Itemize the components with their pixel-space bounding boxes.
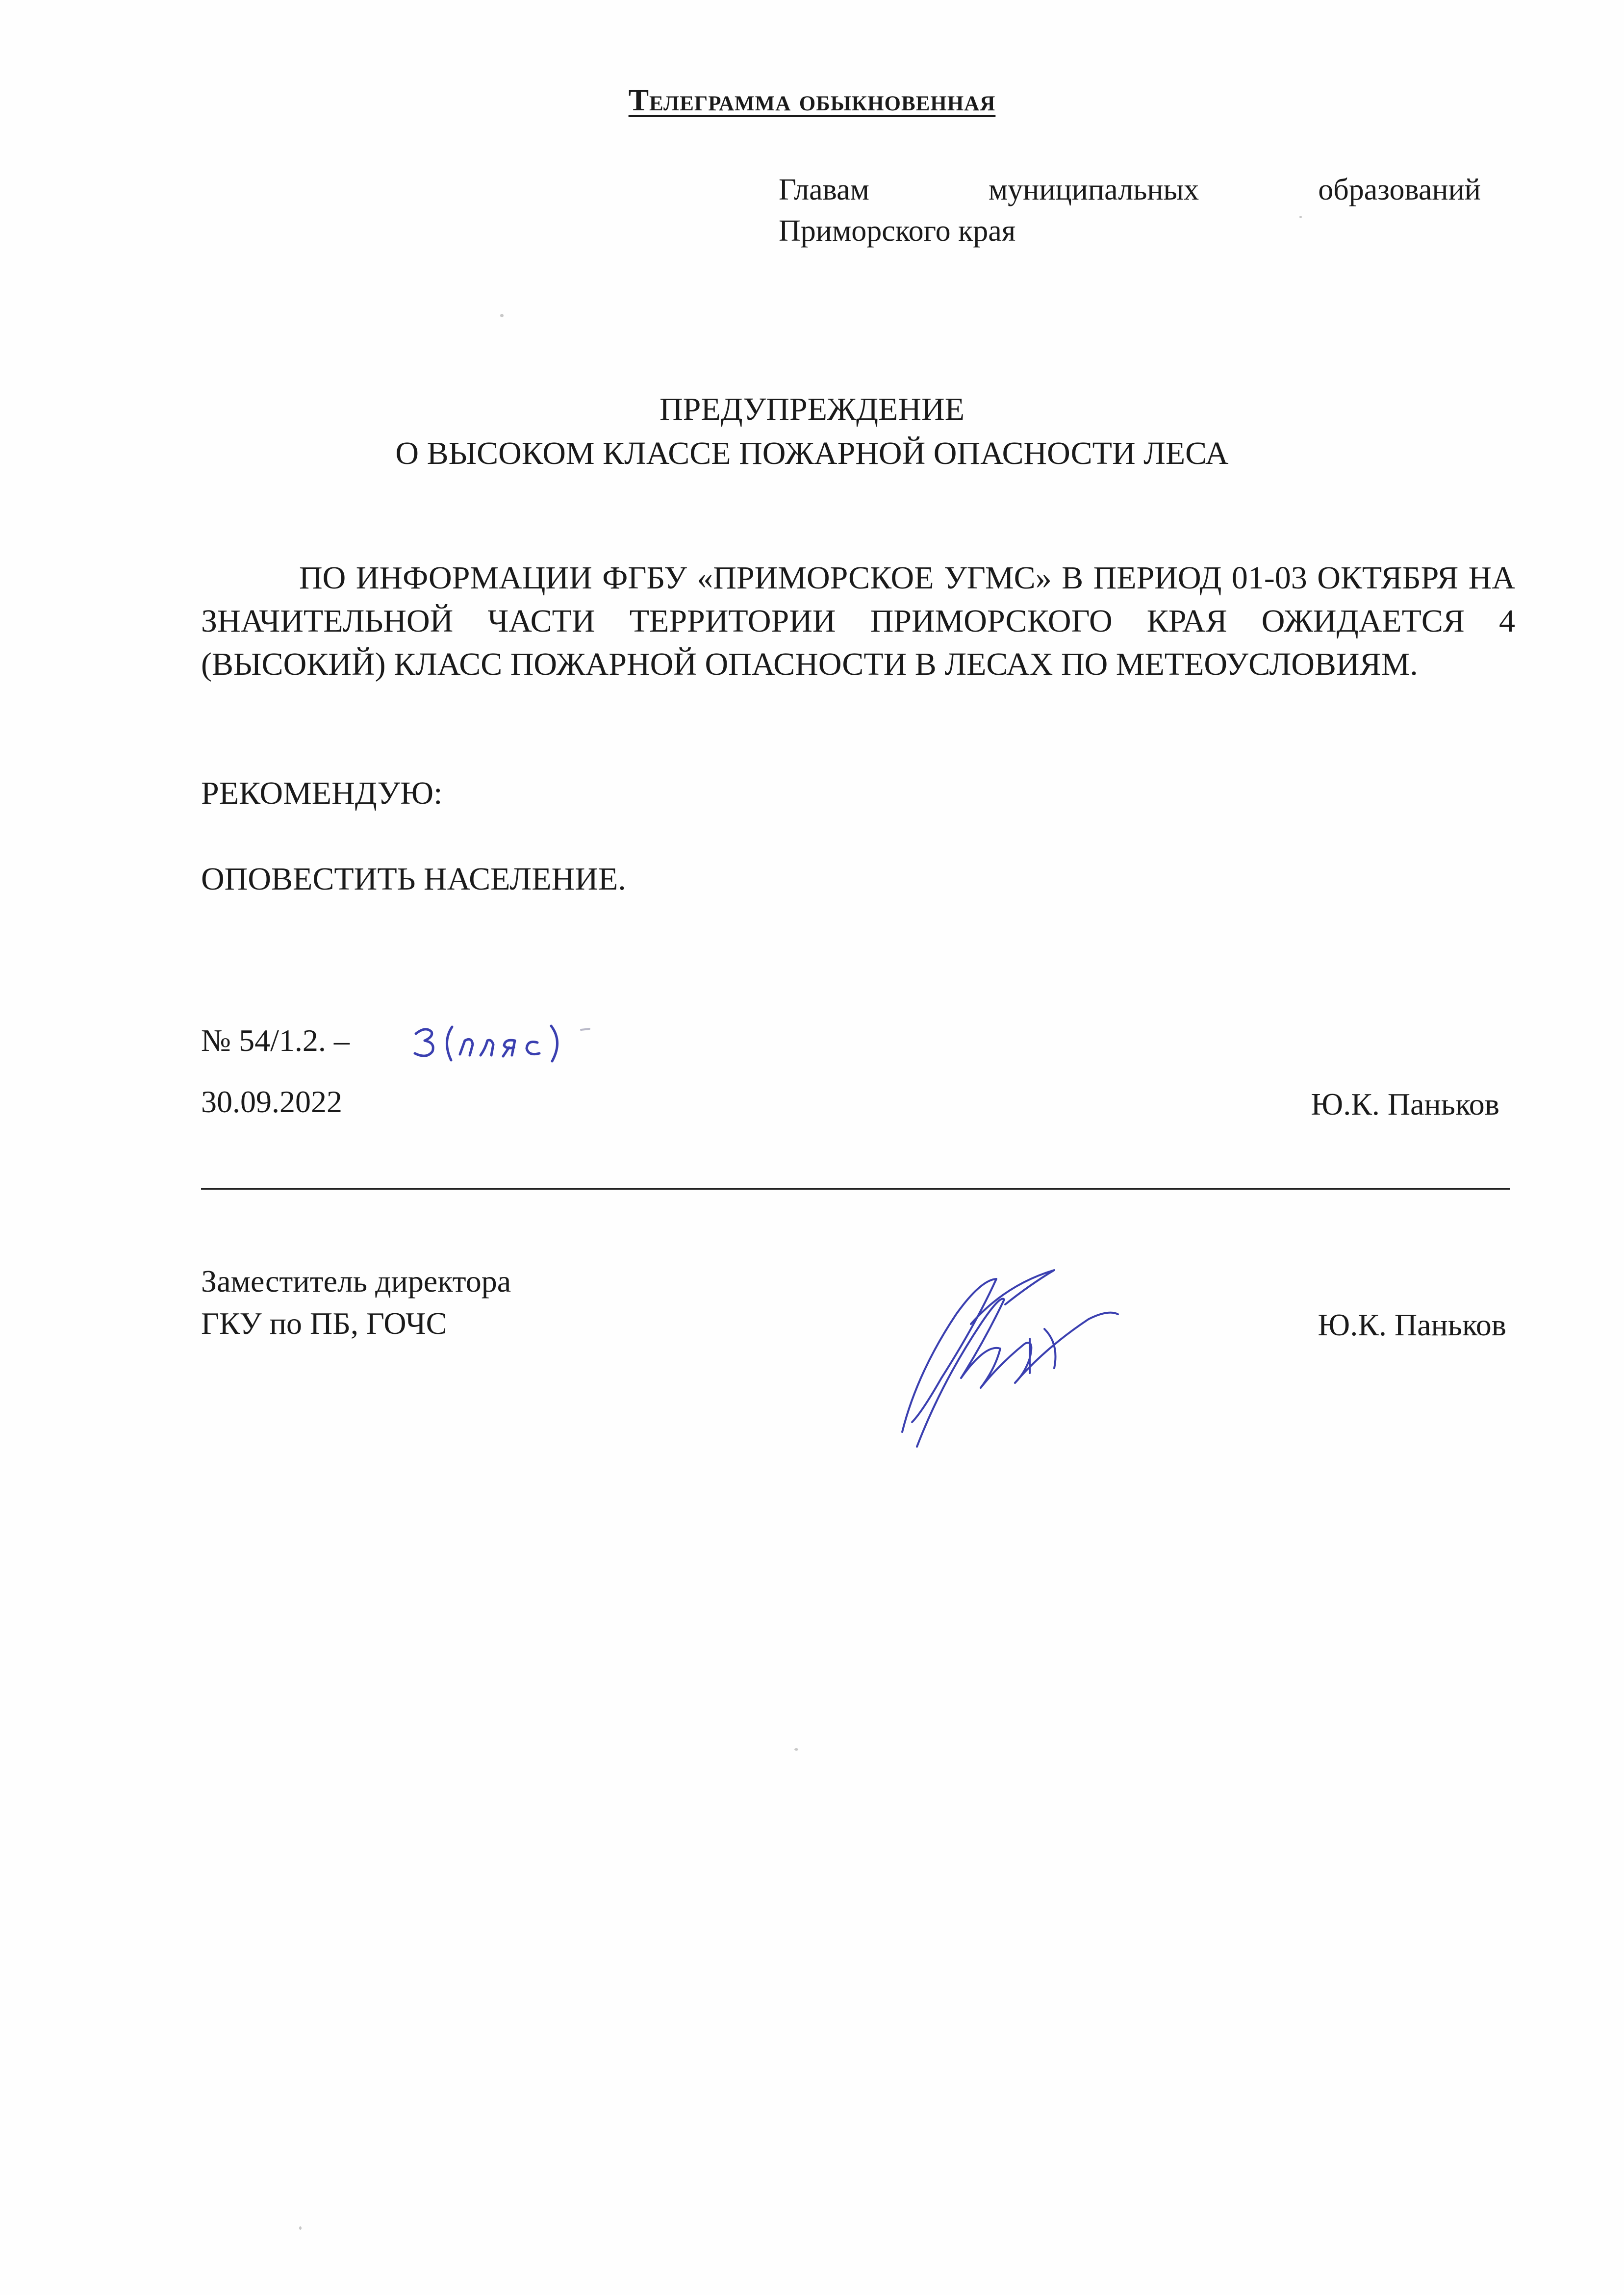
warning-paragraph: ПО ИНФОРМАЦИИ ФГБУ «ПРИМОРСКОЕ УГМС» В ПЕРИОД 01-03 ОКТЯБРЯ НА ЗНАЧИТЕЛЬНОЙ ЧАСТИ ТЕРРИТОРИИ ПРИМОРСКОГО КРАЯ ОЖИДАЕТСЯ 4 (ВЫСОКИЙ) КЛАСС ПОЖАРНОЙ ОПАСНОСТИ В ЛЕСАХ ПО МЕТЕОУСЛОВИЯМ.: [201, 560, 1515, 682]
scan-speck: [1299, 216, 1302, 218]
signer-position-line-1: Заместитель директора: [201, 1264, 511, 1299]
divider-line: [201, 1188, 1510, 1190]
scan-speck: [794, 1748, 798, 1751]
addressee-line-2: Приморского края: [779, 214, 1016, 248]
telegram-type-heading: Телеграмма обыкновенная: [628, 84, 996, 117]
scan-speck: [500, 314, 504, 317]
handwritten-signature: [883, 1250, 1157, 1459]
addressee-word-2: муниципальных: [988, 173, 1199, 206]
addressee-line-1: [779, 169, 1481, 210]
addressee-word-1: Главам: [779, 173, 869, 206]
scan-speck: [299, 2226, 302, 2230]
warning-title-line-1: ПРЕДУПРЕЖДЕНИЕ: [659, 391, 965, 427]
handwritten-note: [407, 1015, 593, 1071]
warning-title: [0, 387, 1624, 476]
addressee-block: [779, 169, 1481, 252]
addressee-word-3: образований: [1318, 173, 1481, 206]
signer-name: Ю.К. Паньков: [1311, 1087, 1499, 1122]
handwritten-note-icon: [407, 1015, 593, 1069]
signer-name-bottom: Ю.К. Паньков: [1318, 1307, 1506, 1342]
recommend-label: РЕКОМЕНДУЮ:: [201, 775, 443, 811]
action-item: ОПОВЕСТИТЬ НАСЕЛЕНИЕ.: [201, 861, 626, 897]
signer-position-line-2: ГКУ по ПБ, ГОЧС: [201, 1306, 447, 1341]
signature-icon: [883, 1250, 1157, 1456]
warning-title-line-2: О ВЫСОКОМ КЛАССЕ ПОЖАРНОЙ ОПАСНОСТИ ЛЕСА: [395, 435, 1229, 471]
document-number: № 54/1.2. –: [201, 1023, 350, 1058]
document-date: 30.09.2022: [201, 1084, 342, 1119]
signer-position: [201, 1260, 511, 1345]
